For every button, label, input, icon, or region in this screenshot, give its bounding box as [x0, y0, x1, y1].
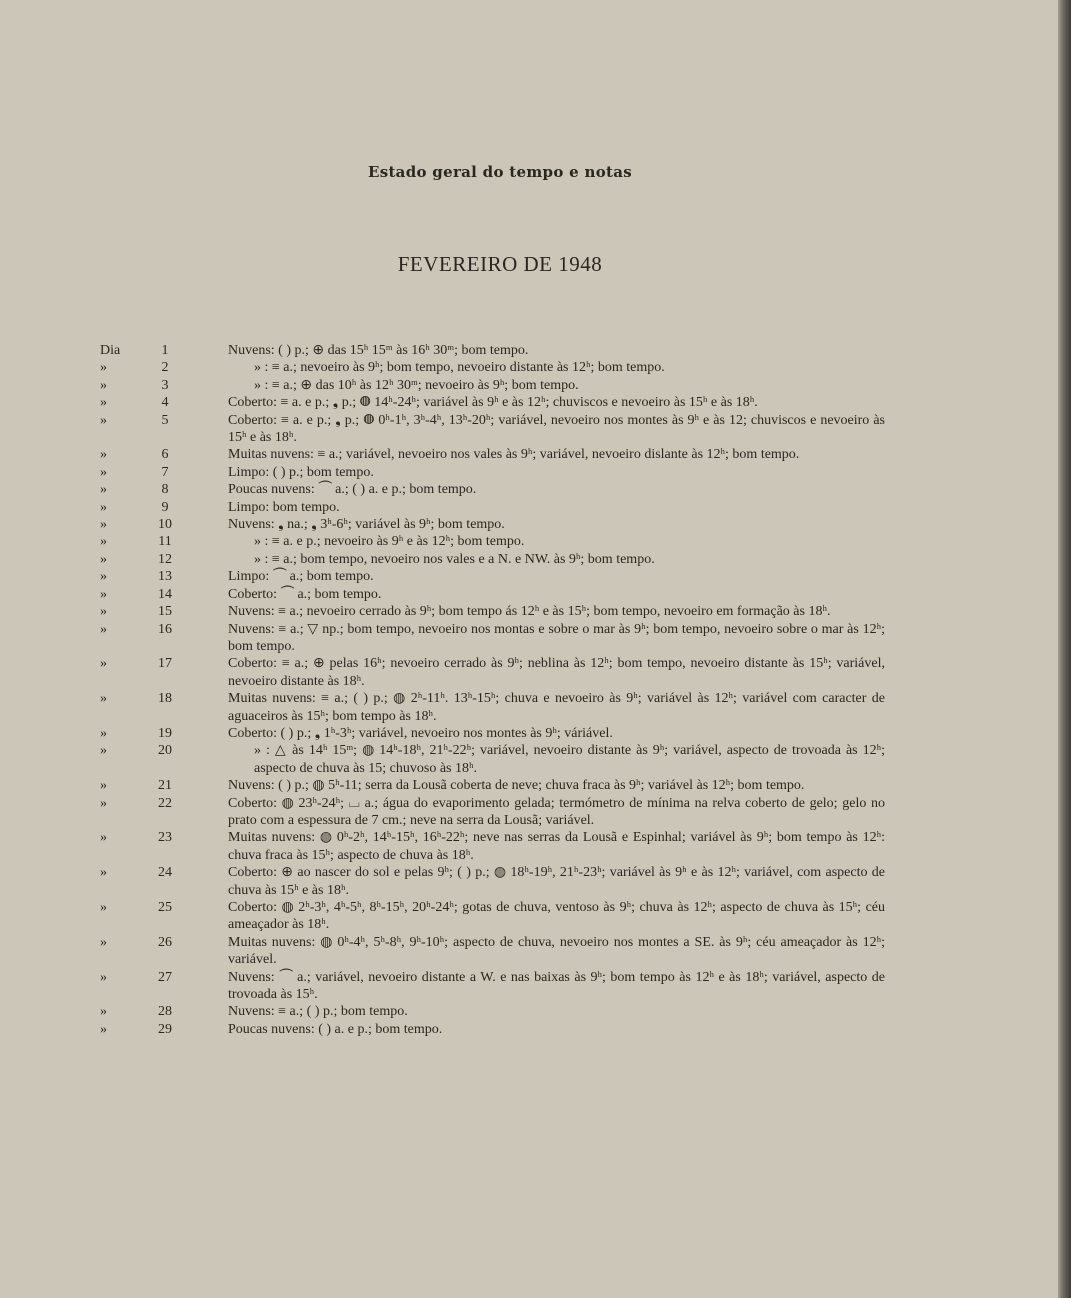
weather-note: Muitas nuvens: ≡ a.; ( ) p.; ◍ 2ʰ-11ʰ. 13ʰ-15ʰ; chuva e nevoeiro às 9ʰ; variável às 12ʰ; variável com caracter de aguaceiros às 15ʰ; bom tempo às 18ʰ. — [228, 691, 885, 724]
day-number: 24 — [158, 865, 172, 881]
day-number: 7 — [161, 464, 169, 480]
weather-note: Coberto: ◍ 2ʰ-3ʰ, 4ʰ-5ʰ, 8ʰ-15ʰ, 20ʰ-24ʰ; gotas de chuva, ventoso às 9ʰ; chuva às 12ʰ; aspecto de chuva às 15ʰ; céu ameaçador às 18ʰ. — [228, 900, 885, 933]
day-number: 3 — [161, 377, 169, 393]
day-number: 11 — [158, 534, 172, 550]
daily-entries — [100, 342, 900, 1038]
row-label: » — [100, 795, 107, 811]
weather-note: Coberto: ◍ 23ʰ-24ʰ; ⌴ a.; água do evaporimento gelada; termómetro de mínima na relva coberto de gelo; gelo no prato com a espessura de 7 cm.; neve na serra da Lousã; variável. — [228, 795, 885, 828]
row-label: » — [100, 778, 107, 794]
row-label: » — [100, 482, 107, 498]
day-number: 10 — [158, 517, 172, 533]
row-label: » — [100, 499, 107, 515]
day-number: 17 — [158, 656, 172, 672]
row-label: » — [100, 743, 107, 759]
row-label: » — [100, 865, 107, 881]
day-number: 12 — [158, 551, 172, 567]
day-number: 15 — [158, 604, 172, 620]
table-row — [100, 725, 900, 742]
row-label: » — [100, 517, 107, 533]
weather-note: Coberto: ≡ a. e p.; ❟ p.; ◍ 14ʰ-24ʰ; variável às 9ʰ e às 12ʰ; chuviscos e nevoeiro às 15ʰ e às 18ʰ. — [228, 395, 758, 411]
table-row — [100, 342, 900, 359]
table-row — [100, 359, 900, 376]
table-row — [100, 377, 900, 394]
day-number: 8 — [161, 482, 169, 498]
weather-note: » : ≡ a.; ⊕ das 10ʰ às 12ʰ 30ᵐ; nevoeiro às 9ʰ; bom tempo. — [254, 377, 579, 393]
table-row — [100, 777, 900, 794]
row-label: » — [100, 1021, 107, 1037]
day-number: 2 — [161, 360, 169, 376]
table-row — [100, 481, 900, 498]
day-number: 25 — [158, 900, 172, 915]
table-row — [100, 464, 900, 481]
table-row — [100, 551, 900, 568]
table-row — [100, 568, 900, 585]
day-number: 28 — [158, 1004, 172, 1020]
row-label: » — [100, 656, 107, 672]
row-label: » — [100, 1004, 107, 1020]
table-row — [100, 899, 900, 934]
row-label: » — [100, 377, 107, 393]
weather-note: Coberto: ⏜ a.; bom tempo. — [228, 586, 382, 602]
row-label: » — [100, 551, 107, 567]
weather-note: Limpo: ⏜ a.; bom tempo. — [228, 569, 374, 585]
table-row — [100, 742, 900, 777]
weather-note: » : ≡ a. e p.; nevoeiro às 9ʰ e às 12ʰ; bom tempo. — [254, 534, 525, 550]
row-label: » — [100, 691, 107, 707]
weather-note: » : ≡ a.; bom tempo, nevoeiro nos vales e a N. e NW. às 9ʰ; bom tempo. — [254, 551, 655, 567]
weather-note: Nuvens: ≡ a.; nevoeiro cerrado às 9ʰ; bom tempo ás 12ʰ e às 15ʰ; bom tempo, nevoeiro em formação às 18ʰ. — [228, 604, 831, 620]
month-title: FEVEREIRO DE 1948 — [397, 252, 603, 276]
row-label: » — [100, 569, 107, 585]
day-number: 4 — [161, 395, 169, 411]
day-number: 18 — [158, 691, 172, 707]
day-number: 26 — [158, 934, 172, 950]
page-edge — [1058, 0, 1071, 1298]
row-label: » — [100, 604, 107, 620]
row-label: » — [100, 395, 107, 411]
table-row — [100, 446, 900, 463]
weather-note: Coberto: ( ) p.; ❟ 1ʰ-3ʰ; variável, nevoeiro nos montes às 9ʰ; váriável. — [228, 725, 613, 741]
table-row — [100, 603, 900, 620]
table-row — [100, 499, 900, 516]
table-row — [100, 864, 900, 899]
row-label: Dia — [100, 343, 121, 358]
row-label: » — [100, 830, 107, 846]
row-label: » — [100, 360, 107, 376]
weather-note: Coberto: ⊕ ao nascer do sol e pelas 9ʰ; ( ) p.; ◍ 18ʰ-19ʰ, 21ʰ-23ʰ; variável às 9ʰ e às 12ʰ; variável, com aspecto de chuva às 15ʰ e às 18ʰ. — [228, 865, 885, 898]
table-row — [100, 1003, 900, 1020]
table-row — [100, 394, 900, 411]
weather-note: Nuvens: ( ) p.; ◍ 5ʰ-11; serra da Lousã coberta de neve; chuva fraca às 9ʰ; variável às 12ʰ; bom tempo. — [228, 778, 805, 794]
row-label: » — [100, 412, 107, 428]
row-label: » — [100, 934, 107, 950]
day-number: 20 — [158, 743, 172, 759]
weather-note: » : △ às 14ʰ 15ᵐ; ◍ 14ʰ-18ʰ, 21ʰ-22ʰ; variável, nevoeiro distante às 9ʰ; variável, aspecto de trovoada às 12ʰ; aspecto de chuva às 15; chuvoso às 18ʰ. — [254, 743, 885, 776]
weather-note: Nuvens: ( ) p.; ⊕ das 15ʰ 15ᵐ às 16ʰ 30ᵐ; bom tempo. — [228, 343, 529, 358]
row-label: » — [100, 725, 107, 741]
table-row — [100, 690, 900, 725]
weather-note: Limpo: bom tempo. — [228, 499, 340, 515]
table-row — [100, 969, 900, 1004]
row-label: » — [100, 534, 107, 550]
weather-note: Poucas nuvens: ( ) a. e p.; bom tempo. — [228, 1021, 443, 1037]
row-label: » — [100, 900, 107, 915]
table-row — [100, 1021, 900, 1038]
day-number: 9 — [161, 499, 169, 515]
weather-note: Coberto: ≡ a. e p.; ❟ p.; ◍ 0ʰ-1ʰ, 3ʰ-4ʰ, 13ʰ-20ʰ; variável, nevoeiro nos montes às 9ʰ e às 12; chuviscos e nevoeiro às 15ʰ e às 18ʰ. — [228, 412, 885, 446]
table-row — [100, 795, 900, 830]
weather-note: Nuvens: ≡ a.; ( ) p.; bom tempo. — [228, 1004, 408, 1020]
weather-note: Limpo: ( ) p.; bom tempo. — [228, 464, 374, 480]
day-number: 6 — [161, 447, 169, 463]
day-number: 14 — [158, 586, 172, 602]
weather-note: Coberto: ≡ a.; ⊕ pelas 16ʰ; nevoeiro cerrado às 9ʰ; neblina às 12ʰ; bom tempo, nevoeiro distante às 15ʰ; variável, nevoeiro distante às 18ʰ. — [228, 656, 885, 689]
row-label: » — [100, 586, 107, 602]
day-number: 16 — [158, 621, 172, 637]
table-row — [100, 655, 900, 690]
day-number: 27 — [158, 969, 172, 985]
table-row — [100, 934, 900, 969]
table-row — [100, 533, 900, 550]
table-row — [100, 621, 900, 656]
row-label: » — [100, 621, 107, 637]
row-label: » — [100, 969, 107, 985]
weather-note: Muitas nuvens: ◍ 0ʰ-4ʰ, 5ʰ-8ʰ, 9ʰ-10ʰ; aspecto de chuva, nevoeiro nos montes a SE. às 9ʰ; céu ameaçador às 12ʰ; variável. — [228, 934, 885, 968]
day-number: 21 — [158, 778, 172, 794]
day-number: 23 — [158, 830, 172, 846]
day-number: 1 — [161, 343, 169, 358]
weather-note: Muitas nuvens: ◍ 0ʰ-2ʰ, 14ʰ-15ʰ, 16ʰ-22ʰ; neve nas serras da Lousã e Espinhal; variável às 9ʰ; bom tempo às 12ʰ: chuva fraca às 15ʰ; aspecto de chuva às 18ʰ. — [228, 830, 885, 863]
table-row — [100, 412, 900, 447]
row-label: » — [100, 447, 107, 463]
weather-note: Muitas nuvens: ≡ a.; variável, nevoeiro nos vales às 9ʰ; variável, nevoeiro dislante às 12ʰ; bom tempo. — [228, 447, 800, 463]
weather-note: Nuvens: ❟ na.; ❟ 3ʰ-6ʰ; variável às 9ʰ; bom tempo. — [228, 517, 505, 533]
day-number: 13 — [158, 569, 172, 585]
weather-note: Nuvens: ≡ a.; ▽ np.; bom tempo, nevoeiro nos montas e sobre o mar às 9ʰ; bom tempo, nevoeiro sobre o mar às 12ʰ; bom tempo. — [228, 621, 885, 654]
table-row — [100, 586, 900, 603]
weather-note: » : ≡ a.; nevoeiro às 9ʰ; bom tempo, nevoeiro distante às 12ʰ; bom tempo. — [254, 360, 665, 376]
table-row — [100, 829, 900, 864]
weather-note: Nuvens: ⏜ a.; variável, nevoeiro distante a W. e nas baixas às 9ʰ; bom tempo às 12ʰ e às 18ʰ; variável, aspecto de trovoada às 15ʰ. — [228, 969, 885, 1003]
table-row — [100, 516, 900, 533]
day-number: 19 — [158, 725, 172, 741]
day-number: 22 — [158, 795, 172, 811]
weather-note: Poucas nuvens: ⏜ a.; ( ) a. e p.; bom tempo. — [228, 482, 477, 498]
row-label: » — [100, 464, 107, 480]
page-heading: Estado geral do tempo e notas — [367, 163, 633, 181]
day-number: 5 — [161, 412, 169, 428]
day-number: 29 — [158, 1021, 172, 1037]
